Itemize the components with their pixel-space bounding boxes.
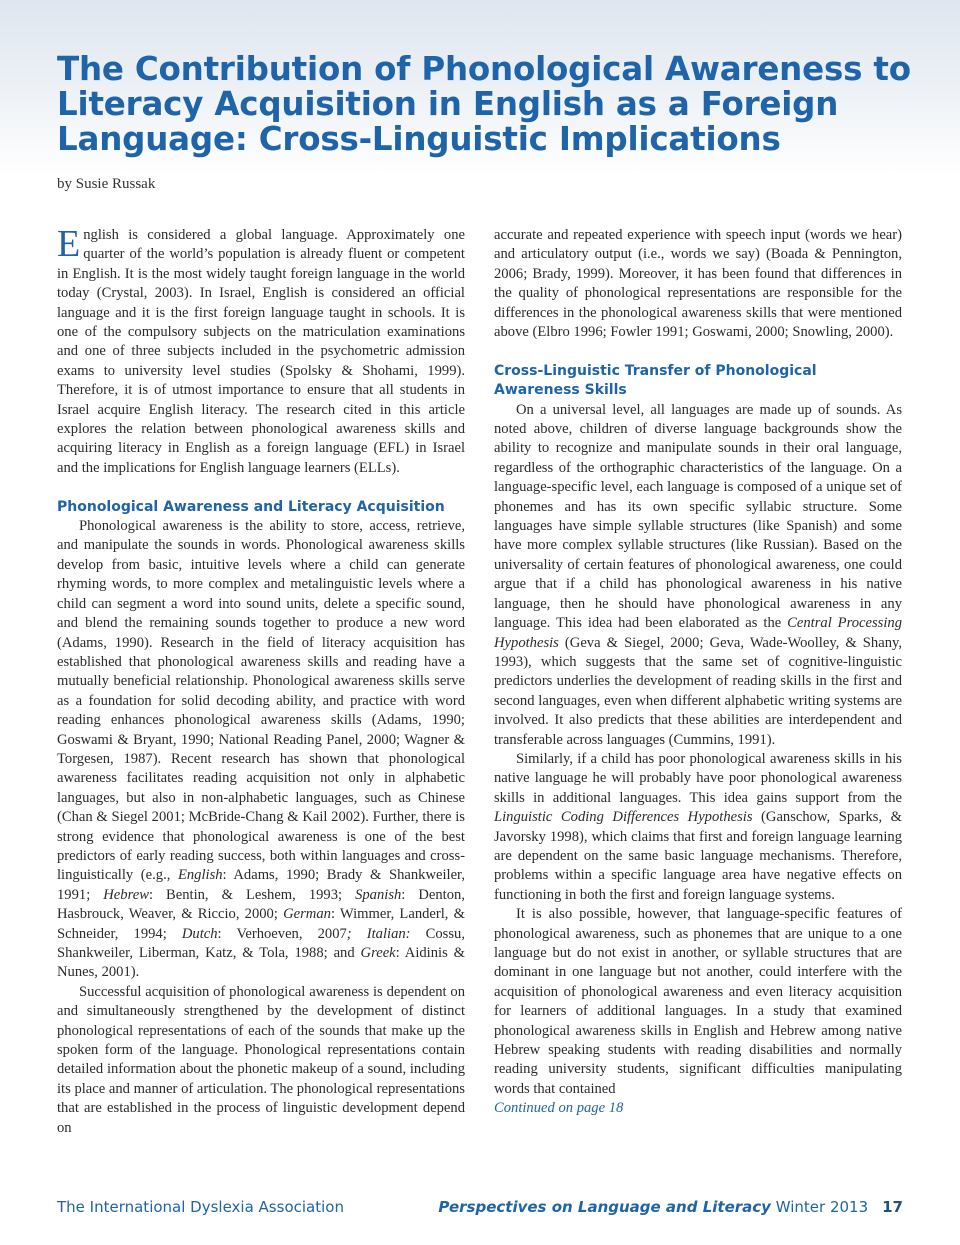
text-run: : Bentin, & Leshem, 1993;: [148, 886, 356, 903]
article-title: The Contribution of Phonological Awareness to Literacy Acquisition in English as a Foreign Language: Cross-Linguistic Implications: [57, 50, 911, 158]
language-label: Hebrew: [103, 886, 149, 903]
left-column: [57, 223, 465, 1138]
body-paragraph: [494, 750, 902, 905]
page-number: 17: [882, 1198, 903, 1216]
footer-association: The International Dyslexia Association: [57, 1198, 344, 1216]
intro-text: nglish is considered a global language. Approximately one quarter of the world’s population is already fluent or competent in English. It is the most widely taught foreign language in the world today (Crystal, 2003). In Israel, English is considered an official language and it is the first foreign language taught in schools. It is one of the compulsory subjects on the matriculation examinations and one of three subjects included in the psychometric admission exams to university level studies (Spolsky & Shohami, 1999). Therefore, it is of utmost importance to ensure that all students in Israel acquire English literacy. The research cited in this article explores the relation between phonological awareness skills and acquiring literacy in English as a foreign language (EFL) in Israel and the implications for English language learners (ELLs).: [57, 227, 465, 476]
section-heading-phonological-awareness: Phonological Awareness and Literacy Acquisition: [57, 498, 445, 515]
text-run: : Denton, Hasbrouck, Weaver, & Riccio, 2000;: [57, 886, 465, 923]
language-label: English: [177, 867, 223, 884]
body-paragraph: [57, 517, 465, 983]
language-label: Spanish: [355, 886, 402, 903]
issue-date: Winter 2013: [775, 1198, 869, 1216]
text-run: : Aidinis & Nunes, 2001).: [57, 945, 465, 981]
language-label: Greek: [360, 945, 396, 962]
intro-paragraph: [57, 223, 465, 478]
hypothesis-name: Linguistic Coding Differences Hypothesis: [494, 809, 753, 826]
language-label: Dutch: [181, 925, 218, 942]
text-run: : Wimmer, Landerl, & Schneider, 1994;: [57, 906, 465, 942]
text-run: : Adams, 1990; Brady & Shankweiler, 1991;: [57, 867, 465, 903]
text-run: Phonological awareness is the ability to store, access, retrieve, and manipulate the sounds in words. Phonological awareness skills develop from basic, intuitive levels where a child can generate rhyming words, to more complex and metalinguistic levels where a child can segment a word into sound units, delete a specific sound, and blend the remaining sounds together to produce a new word (Adams, 1990). Research in the field of literacy acquisition has established that phonological awareness skills and reading have a mutually beneficial relationship. Phonological awareness skills serve as a foundation for solid decoding ability, and practice with word reading enhances phonological awareness skills (Adams, 1990; Goswami & Bryant, 1990; National Reading Panel, 2000; Wagner & Torgesen, 1987). Recent research has shown that phonological awareness facilitates reading acquisition not only in alphabetic languages, but also in non-alphabetic languages, such as Chinese (Chan & Siegel 2001; McBride-Chang & Kail 2002). Further, there is strong evidence that phonological awareness is one of the best predictors of early reading success, both within languages and cross-linguistically (e.g.,: [57, 518, 465, 884]
body-paragraph: Successful acquisition of phonological awareness is dependent on and simultaneously strengthened by the development of distinct phonological representations of each of the sounds that make up the spoken form of the language. Phonological representations contain detailed information about the phonetic makeup of a sound, including its place and manner of articulation. The phonological representations that are established in the process of linguistic development depend on: [57, 983, 465, 1136]
drop-cap: E: [57, 223, 81, 265]
continued-on-page-link[interactable]: Continued on page 18: [494, 1100, 624, 1117]
body-paragraph: [494, 401, 902, 750]
journal-title: Perspectives on Language and Literacy: [438, 1198, 771, 1216]
text-run: Cossu, Shankweiler, Liberman, Katz, & Tola, 1988; and: [57, 925, 465, 962]
text-run: Similarly, if a child has poor phonological awareness skills in his native language he will probably have poor phonological awareness skills in additional languages. This idea gains support from the: [494, 750, 902, 806]
text-run: On a universal level, all languages are made up of sounds. As noted above, children of diverse language backgrounds show the ability to recognize and manipulate sounds in their oral language, regardless of the orthographic characteristics of the language. On a language-specific level, each language is composed of a unique set of phonemes and has its own specific syllabic structure. Some languages have simple syllable structures (like Spanish) and some have more complex syllable structures (like Russian). Based on the universality of certain features of phonological awareness, one could argue that if a child has phonological awareness in his native language, then he should have phonological awareness in any language. This idea had been elaborated as the: [494, 401, 902, 632]
section-heading-cross-linguistic-transfer: Cross-Linguistic Transfer of Phonological Awareness Skills: [494, 362, 817, 399]
hypothesis-name: Central Processing Hypothesis: [494, 615, 902, 651]
language-label: ; Italian:: [346, 925, 411, 942]
text-run: : Verhoeven, 2007: [217, 925, 347, 942]
body-paragraph: It is also possible, however, that language-specific features of phonological awareness, such as phonemes that are unique to a one language but do not exist in another, or syllable structures that are dominant in one language but not another, could interfere with the acquisition of phonological awareness and even literacy acquisition for learners of additional languages. In a study that examined phonological awareness skills in English and Hebrew among native Hebrew speaking students with reading disabilities and normally reading university students, significant difficulties manipulating words that contained: [494, 906, 902, 1097]
author-byline: by Susie Russak: [57, 176, 156, 192]
language-label: German: [283, 906, 331, 923]
right-column: [494, 226, 902, 1119]
text-run: (Ganschow, Sparks, & Javorsky 1998), which claims that first and foreign language learning are dependent on the same basic language mechanisms. Therefore, problems within a specific language area have negative effects on functioning in both the first and foreign language systems.: [494, 809, 902, 903]
footer-journal-info: [438, 1198, 903, 1216]
text-run: (Geva & Siegel, 2000; Geva, Wade-Woolley, & Shany, 1993), which suggests that the same set of cognitive-linguistic predictors underlies the development of reading skills in the first and second languages, even when different alphabetic writing systems are involved. It also predicts that these abilities are interdependent and transferable across languages (Cummins, 1991).: [494, 634, 902, 748]
continued-paragraph: accurate and repeated experience with speech input (words we hear) and articulatory output (i.e., words we say) (Boada & Pennington, 2006; Brady, 1999). Moreover, it has been found that differences in the quality of phonological representations are responsible for the differences in the phonological awareness skills that were mentioned above (Elbro 1996; Fowler 1991; Goswami, 2000; Snowling, 2000).: [494, 227, 902, 341]
